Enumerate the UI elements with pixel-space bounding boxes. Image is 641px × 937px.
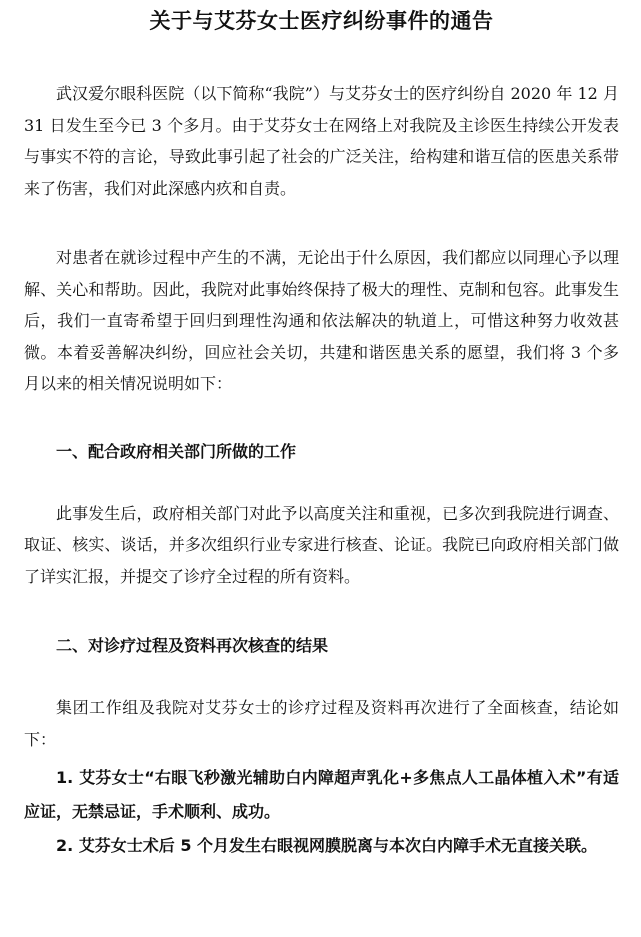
intro-paragraph-1: 武汉爱尔眼科医院（以下简称“我院”）与艾芬女士的医疗纠纷自 2020 年 12 月 31 日发生至今已 3 个多月。由于艾芬女士在网络上对我院及主诊医生持续公开发表与事实不符的言论，导致此事引起了社会的广泛关注，给构建和谐互信的医患关系带来了伤害，我们对此深感内疚和自责。 — [24, 84, 619, 198]
conclusion-item-1: 1. 艾芬女士“右眼飞秒激光辅助白内障超声乳化+多焦点人工晶体植入术”有适应证，无禁忌证，手术顺利、成功。 — [24, 768, 619, 821]
section-1-body: 此事发生后，政府相关部门对此予以高度关注和重视，已多次到我院进行调查、取证、核实、谈话，并多次组织行业专家进行核查、论证。我院已向政府相关部门做了详实汇报，并提交了诊疗全过程的所有资料。 — [24, 503, 619, 586]
intro-paragraph-2: 对患者在就诊过程中产生的不满，无论出于什么原因，我们都应以同理心予以理解、关心和帮助。因此，我院对此事始终保持了极大的理性、克制和包容。此事发生后，我们一直寄希望于回归到理性沟通和依法解决的轨道上，可惜这种努力收效甚微。本着妥善解决纠纷，回应社会关切，共建和谐医患关系的愿望，我们将 3 个多月以来的相关情况说明如下： — [24, 248, 619, 393]
notice-title: 关于与艾芬女士医疗纠纷事件的通告 — [149, 9, 494, 33]
section-2-body: 集团工作组及我院对艾芬女士的诊疗过程及资料再次进行了全面核查，结论如下： — [24, 698, 619, 749]
section-2-heading: 二、对诊疗过程及资料再次核查的结果 — [56, 636, 329, 655]
conclusion-item-2: 2. 艾芬女士术后 5 个月发生右眼视网膜脱离与本次白内障手术无直接关联。 — [56, 836, 598, 855]
section-1-heading: 一、配合政府相关部门所做的工作 — [56, 441, 297, 461]
